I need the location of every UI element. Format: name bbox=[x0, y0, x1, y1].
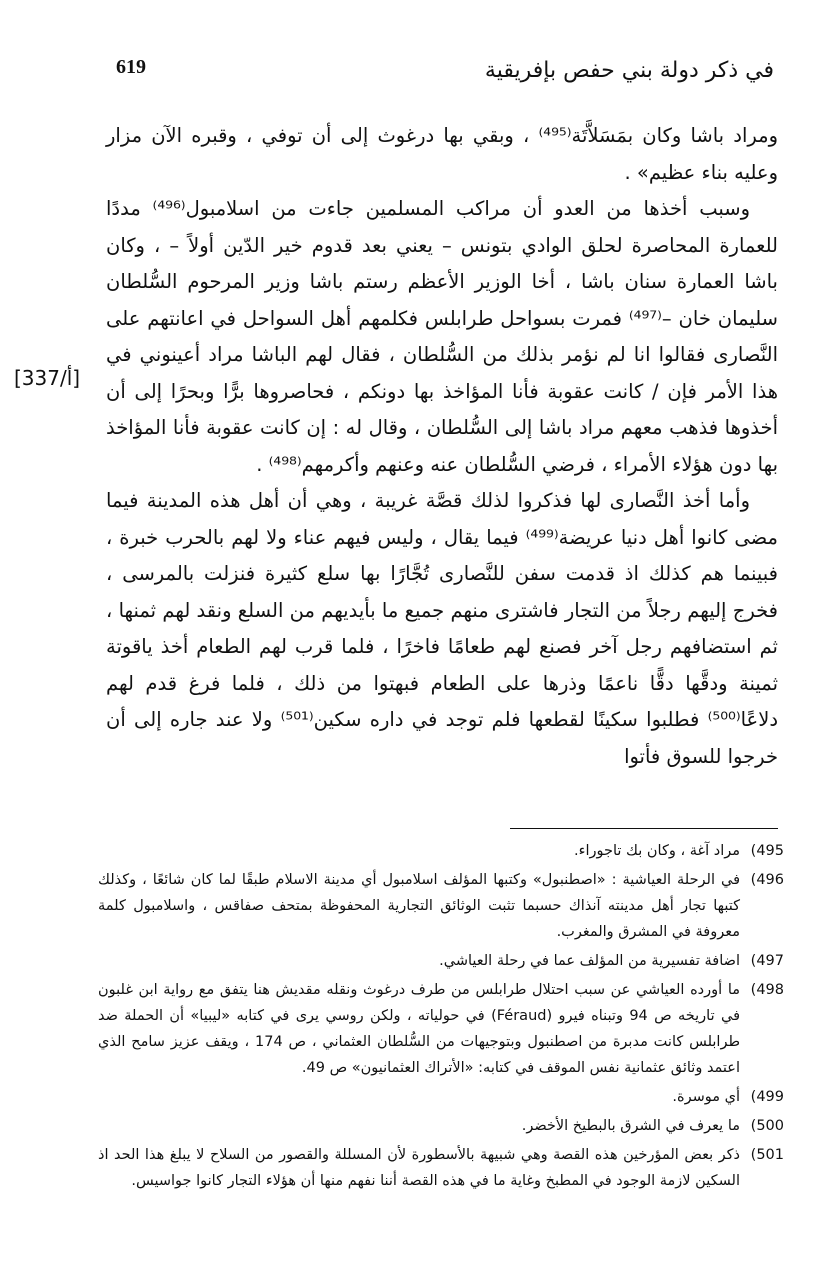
footnote-text: مراد آغة ، وكان بك تاجوراء. bbox=[574, 843, 740, 859]
footnote bbox=[98, 1084, 790, 1110]
footnote-text: في الرحلة العياشية : «اصطنبول» وكتبها المؤلف اسلامبول أي مدينة الاسلام طبقًا لما كان شائعًا ، وكذلك كتبها تجار أهل مدينته آنذاك حسبما تثبت الوثائق التجارية المحفوظة بمتحف صفاقس ، واسلامبول كلمة معروفة في المشرق والمغرب. bbox=[98, 872, 740, 940]
footnote-number: 495) bbox=[750, 843, 784, 859]
paragraph-2: وسبب أخذها من العدو أن مراكب المسلمين جاءت من اسلامبول⁽⁴⁹⁶⁾ مددًا للعمارة المحاصرة لحلق الوادي بتونس – يعني بعد قدوم خير الدّين أولاً – ، وكان باشا العمارة سنان باشا ، أخا الوزير الأعظم رستم باشا وزير المرحوم السُّلطان سليمان خان –⁽⁴⁹⁷⁾ فمرت بسواحل طرابلس فكلمهم أهل السواحل في اعانتهم على النَّصارى فقالوا انا لم نؤمر بذلك من السُّلطان ، فقال لهم الباشا مراد أعينوني في هذا الأمر فإن / كانت عقوبة فأنا المؤاخذ بها دونكم ، فحاصروها برًّا وبحرًا إلى أن أخذوها فذهب معهم مراد باشا إلى السُّلطان ، وقال له : إن كانت عقوبة فأنا المؤاخذ بها دون هؤلاء الأمراء ، فرضي السُّلطان عنه وعنهم وأكرمهم⁽⁴⁹⁸⁾ . bbox=[106, 197, 778, 476]
footnote-number: 500) bbox=[750, 1118, 784, 1134]
footnote-text: اضافة تفسيرية من المؤلف عما في رحلة العياشي. bbox=[439, 953, 740, 969]
footnote-text: ذكر بعض المؤرخين هذه القصة وهي شبيهة بالأسطورة لأن المسللة والقصور من السلاح لا يبلغ هذا الحد اذ السكين لازمة الوجود في المطبخ وغاية ما في هذه القصة أننا نفهم منها أن هؤلاء التجار كانوا جواسيس. bbox=[98, 1147, 740, 1189]
footnote bbox=[98, 838, 790, 864]
footnote-separator bbox=[510, 828, 778, 829]
footnote-text: ما أورده العياشي عن سبب احتلال طرابلس من طرف درغوث ونقله مقديش هنا يتفق مع رواية ابن غلبون في تاريخه ص 94 وتبناه فيرو (Féraud) في حولياته ، ولكن روسي يرى في كتابه «ليبيا» أن الحملة ضد طرابلس كانت مدبرة من اصطنبول وبتوجيهات من السُّلطان العثماني ، ص 174 ، ويقف عزيز سامح الذي اعتمد وثائق عثمانية نفس الموقف في كتابه: «الأتراك العثمانيون» ص 49. bbox=[98, 982, 740, 1076]
footnote-text: ما يعرف في الشرق بالبطيخ الأخضر. bbox=[521, 1118, 740, 1134]
footnote-number: 501) bbox=[750, 1147, 784, 1163]
folio-margin-note: [337/أ] bbox=[14, 366, 81, 390]
footnote-text: أي موسرة. bbox=[672, 1089, 740, 1105]
footnote-number: 497) bbox=[750, 953, 784, 969]
footnotes bbox=[98, 838, 790, 1197]
footnote bbox=[98, 948, 790, 974]
main-text bbox=[106, 118, 778, 775]
paragraph-1: ومراد باشا وكان بمَسَلاَّتَة⁽⁴⁹⁵⁾ ، وبقي بها درغوث إلى أن توفي ، وقبره الآن مزار وعليه بناء عظيم» . bbox=[106, 124, 778, 184]
footnote-number: 499) bbox=[750, 1089, 784, 1105]
footnote bbox=[98, 1113, 790, 1139]
footnote bbox=[98, 867, 790, 945]
page-number: 619 bbox=[116, 56, 146, 78]
running-header: في ذكر دولة بني حفص بإفريقية bbox=[484, 58, 774, 83]
footnote-number: 498) bbox=[750, 982, 784, 998]
footnote bbox=[98, 1142, 790, 1194]
paragraph-3: وأما أخذ النَّصارى لها فذكروا لذلك قصَّة غريبة ، وهي أن أهل هذه المدينة فيما مضى كانوا أهل دنيا عريضة⁽⁴⁹⁹⁾ فيما يقال ، وليس فيهم عناء ولا لهم بالحرب خبرة ، فبينما هم كذلك اذ قدمت سفن للنَّصارى تُجَّارًا بها سلع كثيرة فنزلت بالمرسى ، فخرج إليهم رجلاً من التجار فاشترى منهم جميع ما بأيديهم من السلع ونقد لهم ثمنها ، ثم استضافهم رجل آخر فصنع لهم طعامًا فاخرًا ، فلما قرب لهم الطعام أخذ ياقوتة ثمينة ودقَّها دقًّا ناعمًا وذرها على الطعام فبهتوا من ذلك ، فلما فرغ قدم لهم دلاعًا⁽⁵⁰⁰⁾ فطلبوا سكينًا لقطعها فلم توجد في داره سكين⁽⁵⁰¹⁾ ولا عند جاره إلى أن خرجوا للسوق فأتوا bbox=[106, 489, 778, 768]
footnote-number: 496) bbox=[750, 872, 784, 888]
footnote bbox=[98, 977, 790, 1081]
